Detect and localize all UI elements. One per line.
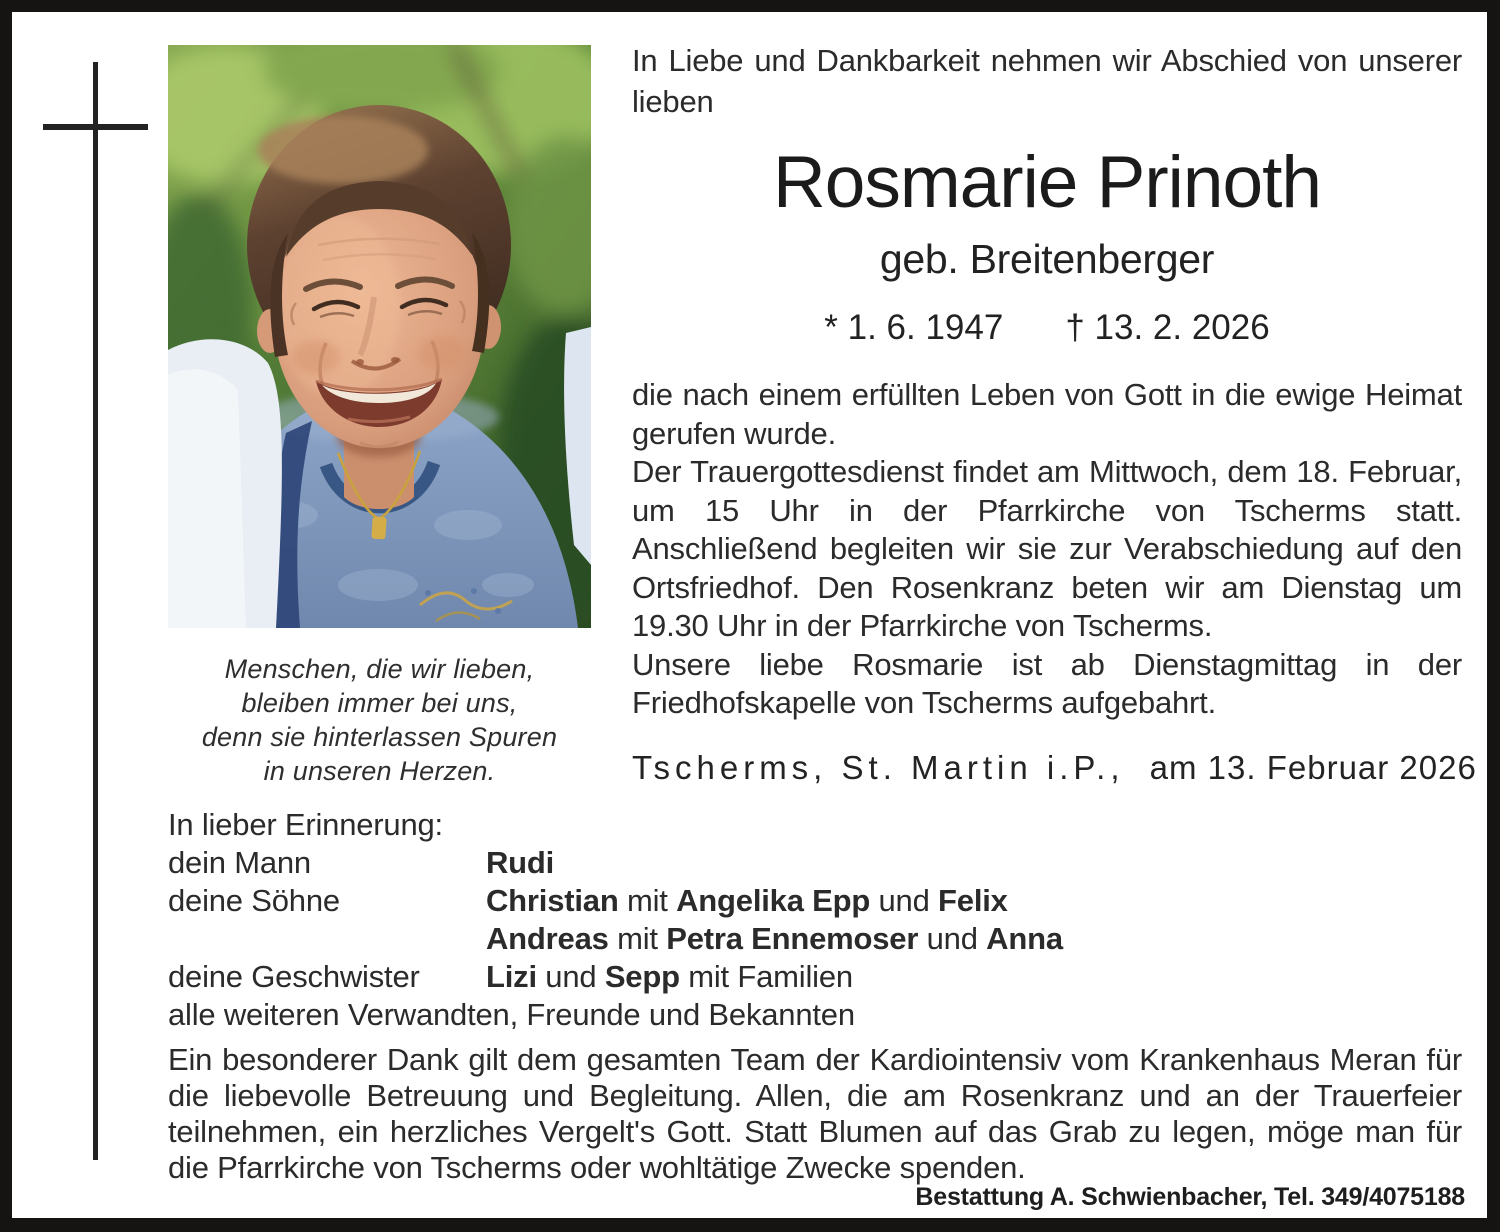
announcement-column — [632, 40, 1477, 787]
funeral-home-credit: Bestattung A. Schwienbacher, Tel. 349/4075188 — [915, 1183, 1465, 1211]
joiner: mit — [618, 883, 677, 918]
relation-label: dein Mann — [168, 845, 311, 880]
family-member-name: Anna — [986, 921, 1063, 956]
portrait-photo — [168, 45, 591, 628]
quote-line: in unseren Herzen. — [263, 756, 496, 786]
family-member-name: Lizi — [486, 959, 537, 994]
family-row-siblings — [168, 958, 1468, 996]
family-section — [168, 806, 1468, 1034]
place-name: Tscherms, St. Martin i.P., — [632, 748, 1125, 786]
birth-date: * 1. 6. 1947 — [824, 308, 1004, 347]
death-date: † 13. 2. 2026 — [1065, 308, 1270, 347]
family-members — [486, 844, 1468, 882]
relation-label: deine Söhne — [168, 883, 340, 918]
memorial-card — [12, 12, 1487, 1218]
family-member-name: Sepp — [604, 959, 680, 994]
family-members-line — [486, 920, 1468, 958]
joiner: mit Familien — [679, 959, 853, 994]
place-date-line — [632, 748, 1477, 787]
cross-vertical-bar — [93, 62, 98, 1160]
announcement-paragraph-1: die nach einem erfüllten Leben von Gott in die ewige Heimat gerufen wurde. — [632, 377, 1462, 451]
joiner: und — [536, 959, 605, 994]
family-member-name: Felix — [938, 883, 1008, 918]
family-member-name: Angelika Epp — [676, 883, 871, 918]
family-row-sons — [168, 882, 1468, 958]
memorial-quote — [138, 652, 621, 788]
announcement-paragraph-2: Der Trauergottesdienst findet am Mittwoch, dem 18. Februar, um 15 Uhr in der Pfarrkirche von Tscherms statt. Anschließend begleiten wir sie zur Verabschiedung auf den Ortsfriedhof. Den Rosenkranz beten wir am Dienstag um 19.30 Uhr in der Pfarrkirche von Tscherms. — [632, 454, 1462, 643]
joiner: mit — [608, 921, 667, 956]
family-members-line — [486, 882, 1468, 920]
cross-horizontal-bar — [43, 124, 148, 130]
quote-line: denn sie hinterlassen Spuren — [201, 722, 558, 752]
family-member-name: Petra Ennemoser — [666, 921, 919, 956]
intro-text: In Liebe und Dankbarkeit nehmen wir Abschied von unserer lieben — [632, 43, 1462, 119]
joiner: und — [870, 883, 939, 918]
quote-line: bleiben immer bei uns, — [241, 688, 518, 718]
life-dates — [632, 308, 1462, 348]
family-member-name: Christian — [486, 883, 619, 918]
deceased-name: Rosmarie Prinoth — [773, 142, 1321, 223]
announcement-paragraph-3: Unsere liebe Rosmarie ist ab Dienstagmittag in der Friedhofskapelle von Tscherms aufgebahrt. — [632, 646, 1462, 720]
date-text: am 13. Februar 2026 — [1149, 748, 1477, 786]
family-row-husband — [168, 844, 1468, 882]
family-member-name: Rudi — [486, 845, 555, 880]
joiner: und — [918, 921, 987, 956]
quote-line: Menschen, die wir lieben, — [224, 654, 535, 684]
family-member-name: Andreas — [486, 921, 609, 956]
maiden-name: geb. Breitenberger — [879, 236, 1215, 282]
remembrance-heading: In lieber Erinnerung: — [168, 807, 443, 842]
family-footer: alle weiteren Verwandten, Freunde und Bekannten — [168, 997, 855, 1032]
relation-label: deine Geschwister — [168, 959, 420, 994]
thanks-paragraph: Ein besonderer Dank gilt dem gesamten Team der Kardiointensiv vom Krankenhaus Meran für die liebevolle Betreuung und Begleitung. Allen, die am Rosenkranz und an der Trauerfeier teilnehmen, ein herzliches Vergelt's Gott. Statt Blumen auf das Grab zu legen, möge man für die Pfarrkirche von Tscherms oder wohltätige Zwecke spenden. — [168, 1042, 1462, 1185]
family-members — [486, 958, 1468, 996]
family-members — [486, 882, 1468, 958]
